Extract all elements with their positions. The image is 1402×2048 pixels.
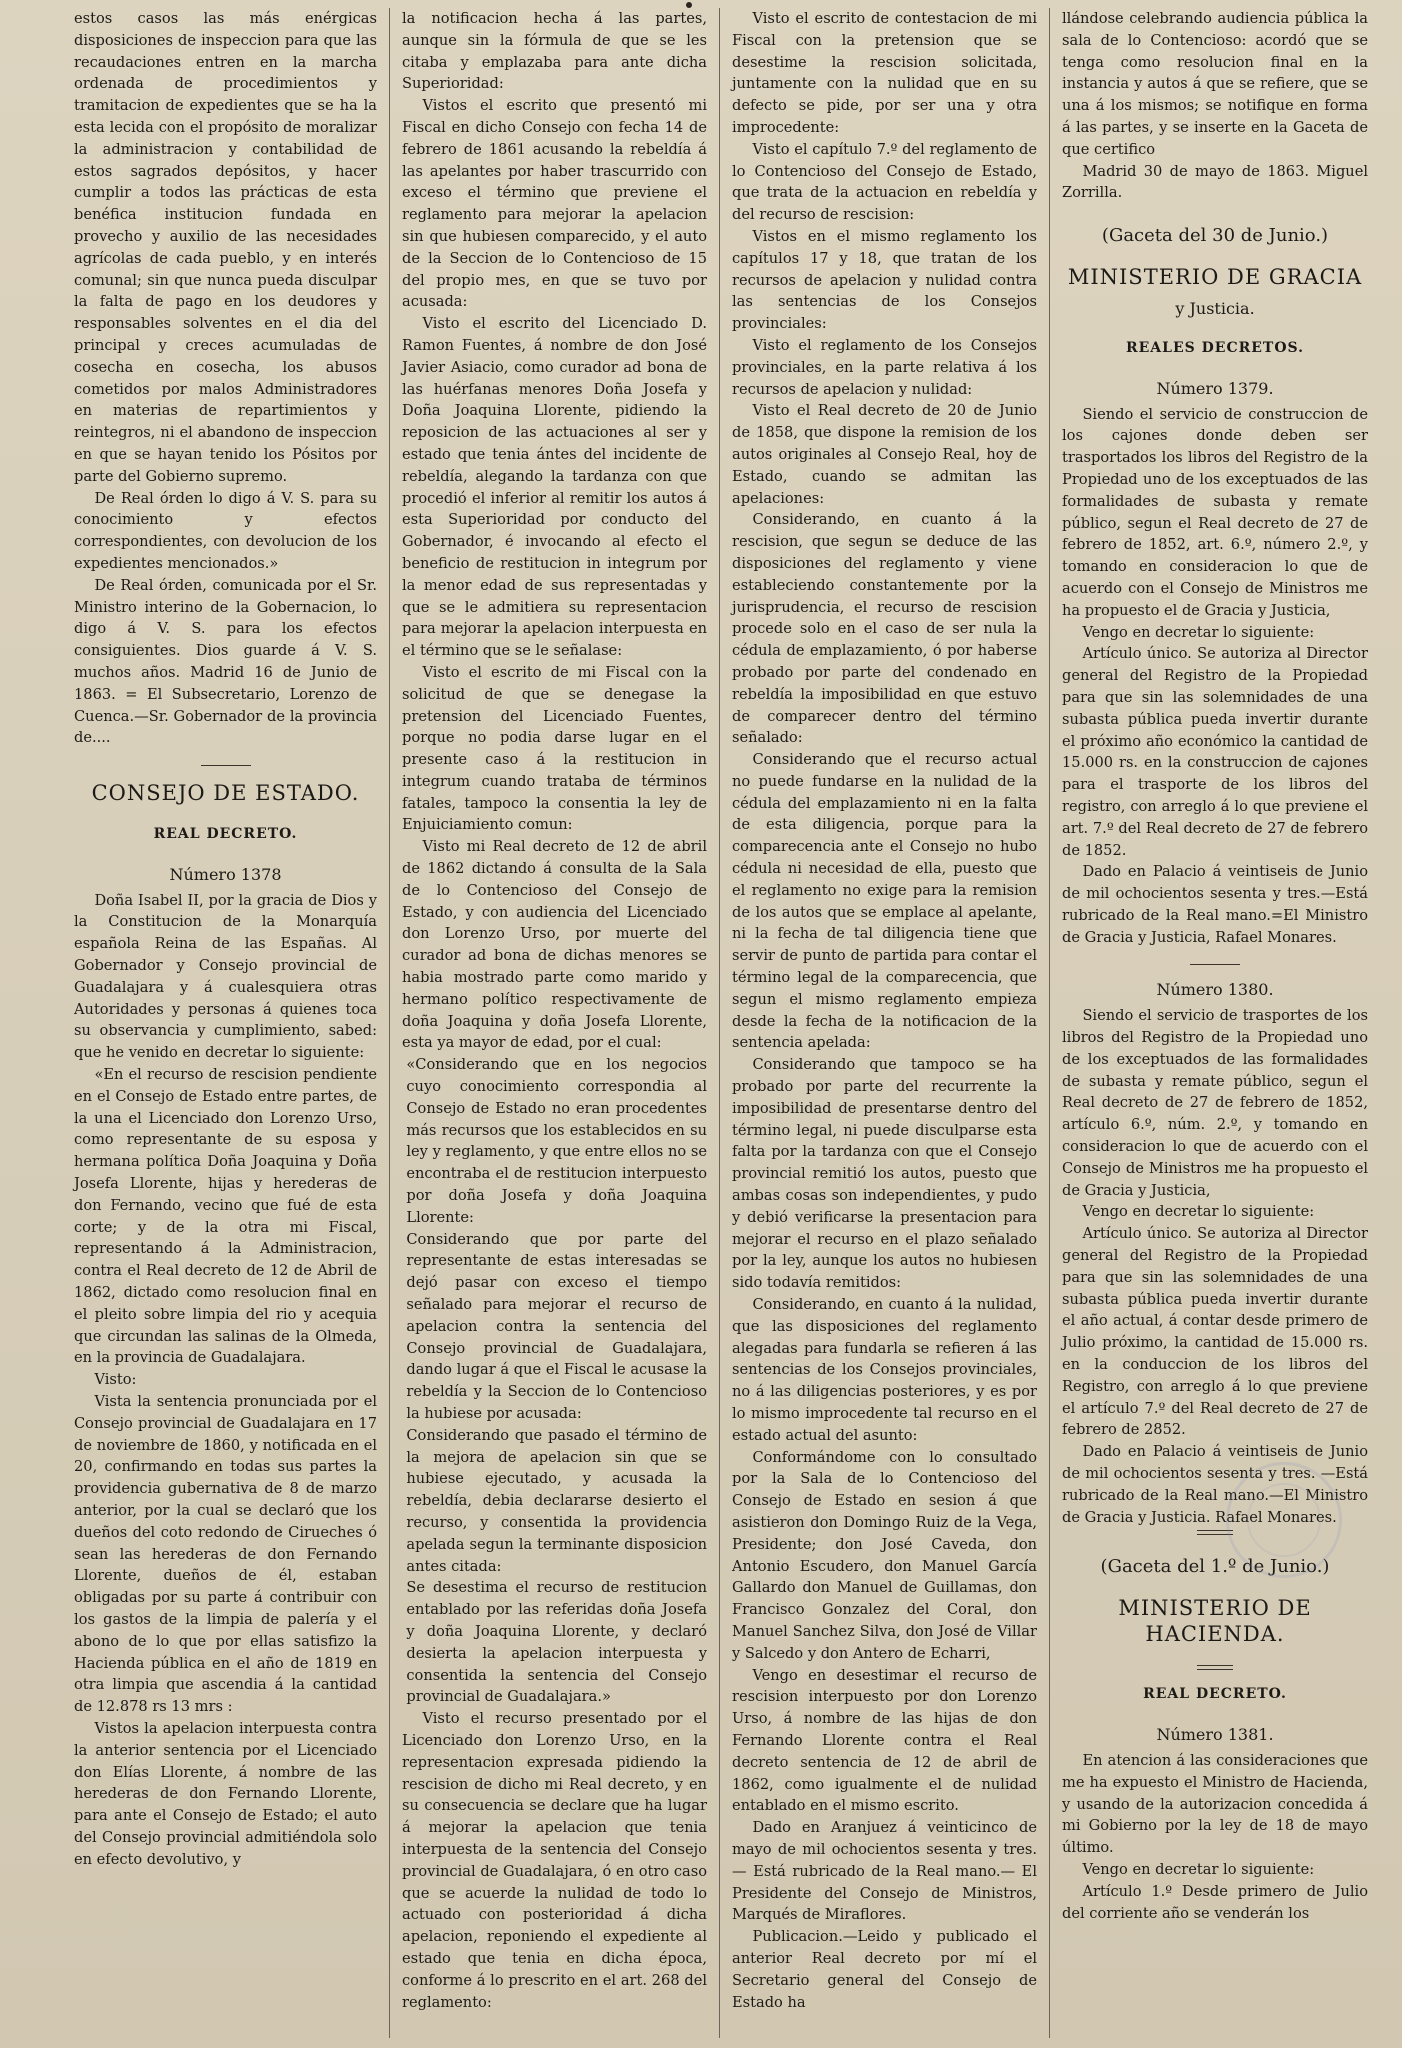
paragraph: Visto el Real decreto de 20 de Junio de 1858, que dispone la remision de los autos originales al Consejo Real, hoy de Estado, cuando se admitan las apelaciones:	[732, 402, 1037, 507]
paragraph: Publicacion.—Leido y publicado el anterior Real decreto por mí el Secretario general del Consejo de Estado ha	[732, 1928, 1037, 2011]
paragraph: Siendo el servicio de construccion de los cajones donde deben ser trasportados los libros del Registro de la Propiedad uno de los exceptuados de las formalidades de subasta y remate público, segun el Real decreto de 27 de febrero de 1852, art. 6.º, número 2.º, y tomando en consideracion lo que de acuerdo con el Consejo de Ministros me ha propuesto el de Gracia y Justicia,	[1062, 405, 1368, 619]
column-1	[62, 8, 390, 2038]
paragraph: Visto el recurso presentado por el Licenciado don Lorenzo Urso, en la representacion expresada pidiendo la rescision de dicho mi Real decreto, y en su consecuencia se declare que ha lugar á mejorar la apelacion que tenia interpuesta de la sentencia del Consejo provincial de Guadalajara, ó en otro caso que se acuerde la nulidad de todo lo actuado con posterioridad á dicha apelacion, reponiendo el expediente al estado que tenia en dicha época, conforme á lo prescrito en el art. 268 del reglamento:	[402, 1710, 707, 2011]
paragraph: Visto:	[94, 1371, 137, 1389]
paragraph: De Real órden lo digo á V. S. para su conocimiento y efectos correspondientes, con devolucion de los expedientes mencionados.»	[74, 489, 377, 572]
paragraph: Madrid 30 de mayo de 1863. Miguel Zorrilla.	[1062, 162, 1368, 202]
paragraph: Considerando que el recurso actual no puede fundarse en la nulidad de la cédula del emplazamiento ni en la falta de esta diligencia, porque para la comparecencia ante el Consejo no hubo cédula ni necesidad de ella, puesto que el reglamento no exige para la remision de los autos que se emplace al apelante, ni la fecha de tal diligencia tiene que servir de punto de partida para contar el término legal de la comparecencia, que segun el mismo reglamento empieza desde la fecha de la notificacion de la sentencia apelada:	[732, 751, 1037, 1052]
gazette-reference: (Gaceta del 30 de Junio.)	[1101, 225, 1329, 247]
paragraph: Visto el capítulo 7.º del reglamento de lo Contencioso del Consejo de Estado, que trata de la actuacion en rebeldía y del recurso de rescision:	[732, 140, 1037, 224]
paragraph: «En el recurso de rescision pendiente en el Consejo de Estado entre partes, de la una el Licenciado don Lorenzo Urso, como representante de su esposa y hermana política Doña Joaquina y Doña Josefa Llorente, hijas y herederas de don Fernando, vecino que fué de esta corte; y de la otra mi Fiscal, representando á la Administracion, contra el Real decreto de 12 de Abril de 1862, dictado como resolucion final en el pleito sobre limpia del rio y acequia que circundan las salinas de la Olmeda, en la provincia de Guadalajara.	[74, 1066, 377, 1367]
paragraph: Dado en Palacio á veintiseis de Junio de mil ochocientos sesenta y tres. —Está rubricado de la Real mano.—El Ministro de Gracia y Justicia. Rafael Monares.	[1062, 1443, 1368, 1526]
paragraph: Visto mi Real decreto de 12 de abril de 1862 dictando á consulta de la Sala de lo Contencioso del Consejo de Estado, y con audiencia del Licenciado don Lorenzo Urso, por muerte del curador ad bona de dichas menores se habia mostrado parte como marido y hermano político respectivamente de doña Joaquina y doña Josefa Llorente, esta ya mayor de edad, por el cual:	[402, 838, 707, 1052]
paragraph: Doña Isabel II, por la gracia de Dios y la Constitucion de la Monarquía española Reina de las Españas. Al Gobernador y Consejo provincial de Guadalajara y á cualesquiera otras Autoridades y personas á quienes toca su observancia y cumplimiento, sabed: que he venido en decretar lo siguiente:	[74, 891, 377, 1062]
paragraph: Vista la sentencia pronunciada por el Consejo provincial de Guadalajara en 17 de noviembre de 1860, y notificada en el 20, confirmando en todas sus partes la providencia gubernativa de 8 de marzo anterior, por la cual se declaró que los dueños del coto redondo de Cirueches ó sean las herederas de don Fernando Llorente, dueños de él, estaban obligadas por su parte á contribuir con los gastos de la limpia de palería y el abono de lo que por ellas satisfizo la Hacienda pública en el año de 1819 en otra limpia que ascendia á la cantidad de 12.878 rs 13 mrs :	[74, 1393, 377, 1716]
paragraph: Considerando, en cuanto á la nulidad, que las disposiciones del reglamento alegadas para fundarla se refieren á las sentencias de los Consejos provinciales, no á las diligencias posteriores, y es por lo mismo improcedente tal recurso en el estado actual del asunto:	[732, 1296, 1037, 1444]
paragraph: Visto el reglamento de los Consejos provinciales, en la parte relativa á los recursos de apelacion y nulidad:	[732, 336, 1037, 398]
column-3	[720, 8, 1050, 2038]
section-divider	[201, 765, 251, 766]
paragraph: Considerando que tampoco se ha probado por parte del recurrente la imposibilidad de presentarse dentro del término legal, ni puede disculparse esta falta por la tardanza con que el Consejo provincial remitió los autos, puesto que ambas cosas son independientes, y pudo y debió verificarse la presentacion para mejorar el recurso en el plazo señalado por la ley, aunque los autos no hubiesen sido todavía remitidos:	[732, 1056, 1037, 1292]
decree-heading: REALES DECRETOS.	[1125, 339, 1305, 356]
paragraph: estos casos las más enérgicas disposiciones de inspeccion para que las recaudaciones entren en la marcha ordenada de procedimientos y tramitacion de expedientes que se ha la esta lecida con el propósito de moralizar la administracion y contabilidad de estos sagrados depósitos, y hacer cumplir a todos las prácticas de esta benéfica institucion fundada en provecho y auxilio de las necesidades agrícolas de cada pueblo, y en interés comunal; sin que nunca pueda disculpar la falta de pago en los deudores y responsables solventes en el dia del principal y creces acumuladas de cosecha en cosecha, los abusos cometidos por malos Administradores en materias de repartimientos y reintegros, ni el abandono de inspeccion en que se hayan tenido los Pósitos por parte del Gobierno supremo.	[74, 10, 377, 485]
paragraph: Artículo único. Se autoriza al Director general del Registro de la Propiedad para que sin las solemnidades de una subasta pública pueda invertir durante el próximo año económico la cantidad de 15.000 rs. en la construccion de cajones para el trasporte de los libros del registro, con arreglo á lo que previene el art. 7.º del Real decreto de 27 de febrero de 1852.	[1062, 645, 1368, 859]
paragraph: Considerando, en cuanto á la rescision, que segun se deduce de las disposiciones del reglamento y viene estableciendo constantemente por la jurisprudencia, el recurso de rescision procede solo en el caso de ser nula la cédula de emplazamiento, ó por haberse probado por parte del condenado en rebeldía la imposibilidad en que estuvo de comparecer dentro del término señalado:	[732, 511, 1037, 747]
paragraph: llándose celebrando audiencia pública la sala de lo Contencioso: acordó que se tenga como resolucion final en la instancia y autos á que se refiere, que se una á los mismos; se notifique en forma á las partes, y se inserte en la Gaceta de que certifico	[1062, 10, 1368, 158]
paragraph: Visto el escrito de mi Fiscal con la solicitud de que se denegase la pretension del Licenciado Fuentes, porque no podia darse lugar en el presente caso á la restitucion in integrum cuando trataba de términos fatales, tampoco la consentia la ley de Enjuiciamiento comun:	[402, 663, 707, 834]
quoted-paragraph: Se desestima el recurso de restitucion entablado por las referidas doña Josefa y doña Joaquina Llorente, y declaró desierta la apelacion interpuesta y consentida la sentencia del Consejo provincial de Guadalajara.»	[406, 1579, 707, 1706]
paragraph: Vengo en decretar lo siguiente:	[1082, 1203, 1315, 1221]
paragraph: Conformándome con lo consultado por la Sala de lo Contencioso del Consejo de Estado en sesion á que asistieron don Domingo Ruiz de la Vega, Presidente; don José Caveda, don Antonio Escudero, don Manuel García Gallardo don Manuel de Guillamas, don Francisco Gonzalez del Coral, don Manuel Sanchez Silva, don José de Villar y Salcedo y don Antero de Echarri,	[732, 1448, 1037, 1662]
columns	[62, 8, 1380, 2038]
printer-mark	[686, 2, 692, 8]
decree-heading: REAL DECRETO.	[1143, 1686, 1287, 1703]
column-2	[390, 8, 720, 2038]
decree-number: Número 1381.	[1156, 1725, 1274, 1745]
paragraph: Vistos el escrito que presentó mi Fiscal en dicho Consejo con fecha 14 de febrero de 1861 acusando la rebeldía á las apelantes por haber trascurrido con exceso el término que previene el reglamento para mejorar la apelacion sin que hubiesen comparecido, y el auto de la Seccion de lo Contencioso de 15 del propio mes, en que se tuvo por acusada:	[402, 97, 707, 311]
column-4	[1050, 8, 1380, 2038]
paragraph: Artículo 1.º Desde primero de Julio del corriente año se venderán los	[1062, 1882, 1368, 1922]
decree-number: Número 1379.	[1156, 378, 1274, 398]
paragraph: la notificacion hecha á las partes, aunque sin la fórmula de que se les citaba y emplazaba para ante dicha Superioridad:	[402, 10, 707, 93]
paragraph: Dado en Palacio á veintiseis de Junio de mil ochocientos sesenta y tres.—Está rubricado de la Real mano.=El Ministro de Gracia y Justicia, Rafael Monares.	[1062, 863, 1368, 946]
gazette-reference: (Gaceta del 1.º de Junio.)	[1100, 1556, 1330, 1578]
quoted-paragraph: Considerando que pasado el término de la mejora de apelacion sin que se hubiese ejecutado, y acusada la rebeldía, debia declararse desierto el recurso, y consentida la providencia apelada segun la terminante disposicion antes citada:	[406, 1426, 707, 1575]
paragraph: Visto el escrito del Licenciado D. Ramon Fuentes, á nombre de don José Javier Asiacio, como curador ad bona de las huérfanas menores Doña Josefa y Doña Joaquina Llorente, pidiendo la reposicion de las actuaciones al ser y estado que tenia ántes del incidente de rebeldía, alegando la tardanza con que procedió el inferior al remitir los autos á esta Superioridad por conducto del Gobernador, é invocando al efecto el beneficio de restitucion in integrum por la menor edad de sus representadas y que se le admitiera su representacion para mejorar la apelacion interpuesta en el término que se le señalase:	[402, 315, 707, 660]
paragraph: Vistos la apelacion interpuesta contra la anterior sentencia por el Licenciado don Elías Llorente, á nombre de las herederas de don Fernando Llorente, para ante el Consejo de Estado; el auto del Consejo provincial admitiéndola solo en efecto devolutivo, y	[74, 1719, 377, 1868]
paragraph: Visto el escrito de contestacion de mi Fiscal con la pretension que se desestime la rescision solicitada, juntamente con la nulidad que en su defecto se pide, por ser una y otra improcedente:	[732, 10, 1037, 136]
section-divider	[1197, 1665, 1233, 1670]
paragraph: Vengo en decretar lo siguiente:	[1082, 623, 1315, 641]
paragraph: En atencion á las consideraciones que me ha expuesto el Ministro de Hacienda, y usando de la autorizacion concedida á mi Gobierno por la ley de 18 de mayo último.	[1062, 1752, 1368, 1857]
decree-number: Número 1380.	[1156, 980, 1274, 1000]
section-heading: CONSEJO DE ESTADO.	[91, 781, 360, 806]
paragraph: De Real órden, comunicada por el Sr. Ministro interino de la Gobernacion, lo digo á V. S. para los efectos consiguientes. Dios guarde á V. S. muchos años. Madrid 16 de Junio de 1863. = El Subsecretario, Lorenzo de Cuenca.—Sr. Gobernador de la provincia de....	[74, 576, 377, 747]
paragraph: Dado en Aranjuez á veinticinco de mayo de mil ochocientos sesenta y tres. — Está rubricado de la Real mano.— El Presidente del Consejo de Ministros, Marqués de Miraflores.	[732, 1819, 1037, 1924]
quoted-paragraph: Considerando que por parte del representante de estas interesadas se dejó pasar con exceso el tiempo señalado para mejorar el recurso de apelacion contra la sentencia del Consejo provincial de Guadalajara, dando lugar á que el Fiscal le acusase la rebeldía y la Seccion de lo Contencioso la hubiese por acusada:	[406, 1230, 707, 1422]
paragraph: Vistos en el mismo reglamento los capítulos 17 y 18, que tratan de los recursos de apelacion y nulidad contra las sentencias de los Consejos provinciales:	[732, 227, 1037, 333]
paragraph: Artículo único. Se autoriza al Director general del Registro de la Propiedad para que sin las solemnidades de una subasta pública pueda invertir durante el año actual, á contar desde primero de Julio próximo, la cantidad de 15.000 rs. en la conduccion de los libros del Registro, con arreglo á lo que previene el artículo 7.º del Real decreto de 27 de febrero de 2852.	[1062, 1225, 1368, 1439]
decree-number: Número 1378	[169, 864, 282, 884]
quoted-paragraph: «Considerando que en los negocios cuyo conocimiento correspondia al Consejo de Estado no eran procedentes más recursos que los establecidos en su ley y reglamento, y que entre ellos no se encontraba el de restitucion interpuesto por doña Josefa y doña Joaquina Llorente:	[406, 1056, 707, 1226]
paragraph: Vengo en desestimar el recurso de rescision interpuesto por don Lorenzo Urso, á nombre de las hijas de don Fernando Llorente contra el Real decreto sentencia de 12 de abril de 1862, como igualmente el de nulidad entablado en el mismo escrito.	[732, 1666, 1037, 1815]
section-heading: MINISTERIO DE GRACIA	[1067, 265, 1363, 290]
section-subheading: y Justicia.	[1175, 299, 1255, 319]
section-divider	[1190, 964, 1240, 965]
paragraph: Siendo el servicio de trasportes de los libros del Registro de la Propiedad uno de los exceptuados de las formalidades de subasta y remate público, segun el Real decreto de 27 de febrero de 1852, artículo 6.º, núm. 2.º, y tomando en consideracion lo que de acuerdo con el Consejo de Ministros me ha propuesto el de Gracia y Justicia,	[1062, 1007, 1368, 1199]
section-heading: MINISTERIO DE HACIENDA.	[1118, 1596, 1312, 1647]
decree-heading: REAL DECRETO.	[153, 826, 298, 843]
paragraph: Vengo en decretar lo siguiente:	[1082, 1860, 1315, 1878]
library-stamp-watermark	[1226, 1462, 1342, 1578]
